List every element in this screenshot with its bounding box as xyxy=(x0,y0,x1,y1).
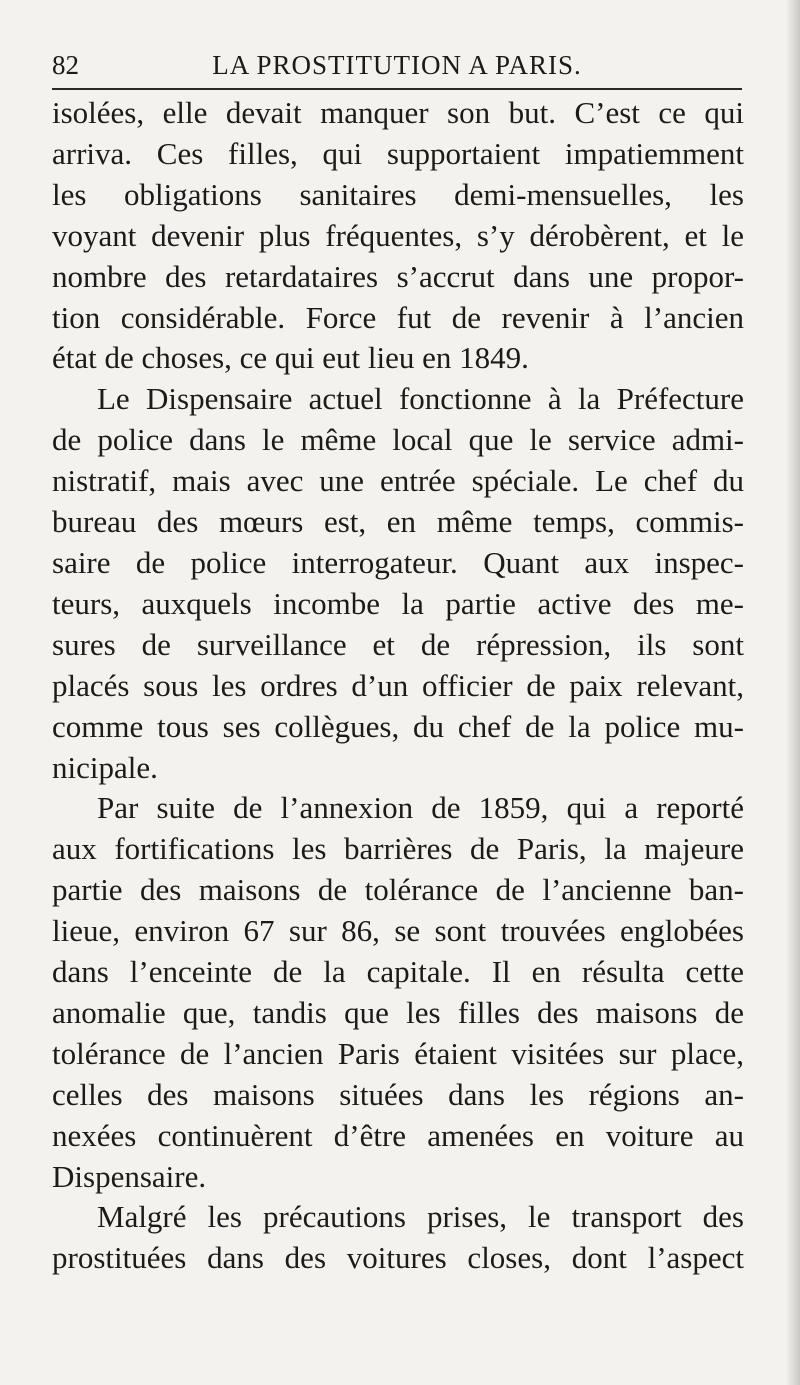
text-line: teurs, auxquels incombe la partie active des me- xyxy=(52,585,744,621)
text-line: tolérance de l’ancien Paris étaient visitées sur place, xyxy=(52,1035,744,1071)
text-line: sures de surveillance et de répression, ils sont xyxy=(52,626,744,662)
text-line: nistratif, mais avec une entrée spéciale. Le chef du xyxy=(52,463,744,499)
text-line: partie des maisons de tolérance de l’ancienne ban- xyxy=(52,872,744,908)
text-line: Dispensaire. xyxy=(52,1158,207,1194)
text-line: nicipale. xyxy=(52,749,158,785)
text-line: arriva. Ces filles, qui supportaient impatiemment xyxy=(52,135,744,171)
page-edge-shadow xyxy=(786,0,800,1385)
text-line: Par suite de l’annexion de 1859, qui a reporté xyxy=(97,790,744,826)
text-line: les obligations sanitaires demi-mensuelles, les xyxy=(52,176,744,212)
header-rule xyxy=(52,88,742,90)
body-text xyxy=(52,93,744,1279)
text-line: nombre des retardataires s’accrut dans une propor- xyxy=(52,258,744,294)
text-line: prostituées dans des voitures closes, dont l’aspect xyxy=(52,1240,744,1276)
text-line: lieue, environ 67 sur 86, se sont trouvées englobées xyxy=(52,913,744,949)
text-line: Le Dispensaire actuel fonctionne à la Préfecture xyxy=(97,381,744,417)
text-line: saire de police interrogateur. Quant aux inspec- xyxy=(52,544,744,580)
text-line: aux fortifications les barrières de Paris, la majeure xyxy=(52,831,744,867)
text-line: Malgré les précautions prises, le transport des xyxy=(97,1199,744,1235)
text-line: placés sous les ordres d’un officier de paix relevant, xyxy=(52,667,744,703)
text-line: nexées continuèrent d’être amenées en voiture au xyxy=(52,1117,744,1153)
text-line: état de choses, ce qui eut lieu en 1849. xyxy=(52,340,529,376)
text-line: tion considérable. Force fut de revenir à l’ancien xyxy=(52,299,744,335)
text-line: de police dans le même local que le service admi- xyxy=(52,422,744,458)
page-number: 82 xyxy=(52,50,79,80)
text-line: celles des maisons situées dans les régions an- xyxy=(52,1076,744,1112)
text-line: isolées, elle devait manquer son but. C’est ce qui xyxy=(52,95,744,130)
page-header xyxy=(52,48,742,82)
text-line: voyant devenir plus fréquentes, s’y dérobèrent, et le xyxy=(52,217,744,253)
text-line: anomalie que, tandis que les filles des maisons de xyxy=(52,994,744,1030)
text-line: comme tous ses collègues, du chef de la police mu- xyxy=(52,708,744,744)
text-line: dans l’enceinte de la capitale. Il en résulta cette xyxy=(52,954,744,990)
running-title: LA PROSTITUTION A PARIS. xyxy=(212,50,582,80)
text-line: bureau des mœurs est, en même temps, commis- xyxy=(52,504,744,540)
